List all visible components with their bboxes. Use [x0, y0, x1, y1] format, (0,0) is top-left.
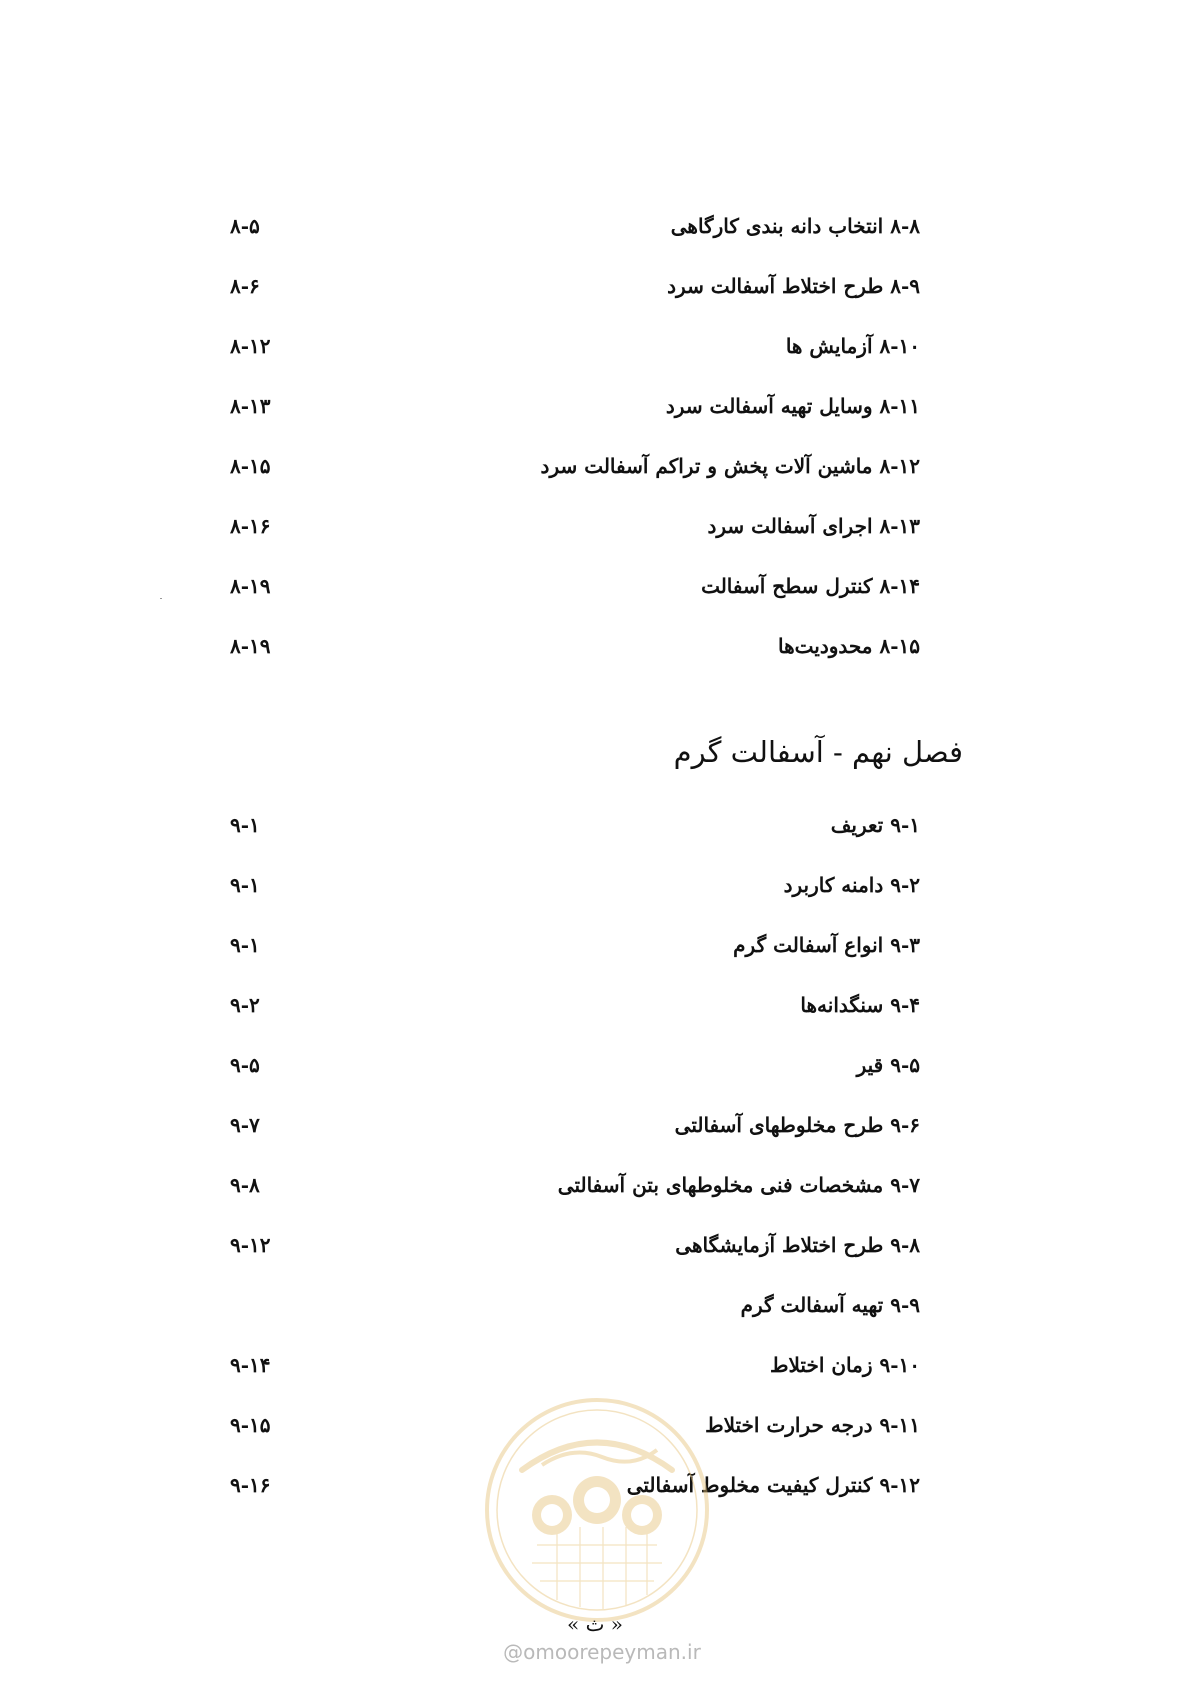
toc-entry [200, 574, 920, 614]
toc-entry [200, 993, 920, 1033]
toc-entry-page: ۹-۱ [230, 933, 260, 957]
toc-entry [200, 394, 920, 434]
toc-entry-title: ۸-۱۵ محدودیت‌ها [777, 634, 920, 658]
chapter-heading: فصل نهم - آسفالت گرم [673, 735, 963, 769]
toc-entry-title: ۸-۸ انتخاب دانه بندی کارگاهی [670, 214, 920, 238]
toc-entry-page: ۸-۵ [230, 214, 260, 238]
toc-entry-page: ۸-۱۹ [230, 574, 271, 598]
toc-entry [200, 933, 920, 973]
toc-entry-page: ۸-۱۶ [230, 514, 271, 538]
toc-entry-page: ۹-۱۶ [230, 1473, 271, 1497]
watermark-stamp-icon [482, 1395, 712, 1625]
toc-entry-title: ۸-۱۲ ماشین آلات پخش و تراکم آسفالت سرد [540, 454, 920, 478]
toc-entry-page: ۹-۸ [230, 1173, 260, 1197]
toc-entry-title: ۹-۲ دامنه کاربرد [783, 873, 920, 897]
toc-entry [200, 454, 920, 494]
scan-speck [160, 598, 162, 599]
toc-entry-title: ۹-۱۰ زمان اختلاط [770, 1353, 920, 1377]
toc-entry [200, 1233, 920, 1273]
at-icon: @ [503, 1640, 524, 1664]
toc-entry [200, 634, 920, 674]
toc-entry-page: ۹-۱۲ [230, 1233, 271, 1257]
toc-entry [200, 514, 920, 554]
toc-entry [200, 1053, 920, 1093]
toc-entry [200, 1353, 920, 1393]
toc-entry-title: ۹-۱ تعریف [830, 813, 920, 837]
toc-entry-title: ۹-۵ قیر [856, 1053, 920, 1077]
toc-entry-title: ۹-۷ مشخصات فنی مخلوطهای بتن آسفالتی [557, 1173, 920, 1197]
toc-entry-title: ۸-۱۳ اجرای آسفالت سرد [707, 514, 920, 538]
toc-entry-page: ۹-۱ [230, 873, 260, 897]
toc-entry [200, 214, 920, 254]
toc-entry-title: ۹-۹ تهیه آسفالت گرم [740, 1293, 920, 1317]
toc-entry-page: ۸-۱۵ [230, 454, 271, 478]
toc-entry-page: ۸-۱۳ [230, 394, 271, 418]
toc-entry-page: ۹-۱۴ [230, 1353, 271, 1377]
toc-entry [200, 1173, 920, 1213]
toc-entry-title: ۹-۱۲ کنترل کیفیت مخلوط آسفالتی [626, 1473, 920, 1497]
toc-entry-page: ۸-۱۹ [230, 634, 271, 658]
toc-entry-page: ۹-۱۵ [230, 1413, 271, 1437]
toc-entry-title: ۸-۱۴ کنترل سطح آسفالت [701, 574, 920, 598]
toc-entry-page: ۸-۶ [230, 274, 260, 298]
toc-entry-title: ۹-۴ سنگدانه‌ها [800, 993, 920, 1017]
toc-entry [200, 813, 920, 853]
toc-entry-page: ۹-۵ [230, 1053, 260, 1077]
toc-entry-title: ۹-۱۱ درجه حرارت اختلاط [705, 1413, 920, 1437]
toc-entry-title: ۹-۳ انواع آسفالت گرم [733, 933, 920, 957]
toc-entry-title: ۹-۶ طرح مخلوطهای آسفالتی [674, 1113, 920, 1137]
toc-entry-page: ۹-۷ [230, 1113, 260, 1137]
toc-entry-title: ۸-۱۰ آزمایش ها [785, 334, 920, 358]
toc-entry [200, 1293, 920, 1333]
toc-entry-page: ۹-۲ [230, 993, 260, 1017]
toc-entry [200, 873, 920, 913]
toc-entry-title: ۸-۱۱ وسایل تهیه آسفالت سرد [665, 394, 920, 418]
watermark-url [492, 1640, 712, 1664]
toc-entry [200, 1113, 920, 1153]
toc-entry-page: ۹-۱ [230, 813, 260, 837]
toc-entry [200, 274, 920, 314]
toc-entry-title: ۸-۹ طرح اختلاط آسفالت سرد [667, 274, 920, 298]
toc-entry-title: ۹-۸ طرح اختلاط آزمایشگاهی [675, 1233, 920, 1257]
watermark-url-text: omoorepeyman.ir [523, 1640, 701, 1664]
toc-entry-page: ۸-۱۲ [230, 334, 271, 358]
page-number: « ث » [566, 1612, 623, 1636]
toc-entry [200, 334, 920, 374]
